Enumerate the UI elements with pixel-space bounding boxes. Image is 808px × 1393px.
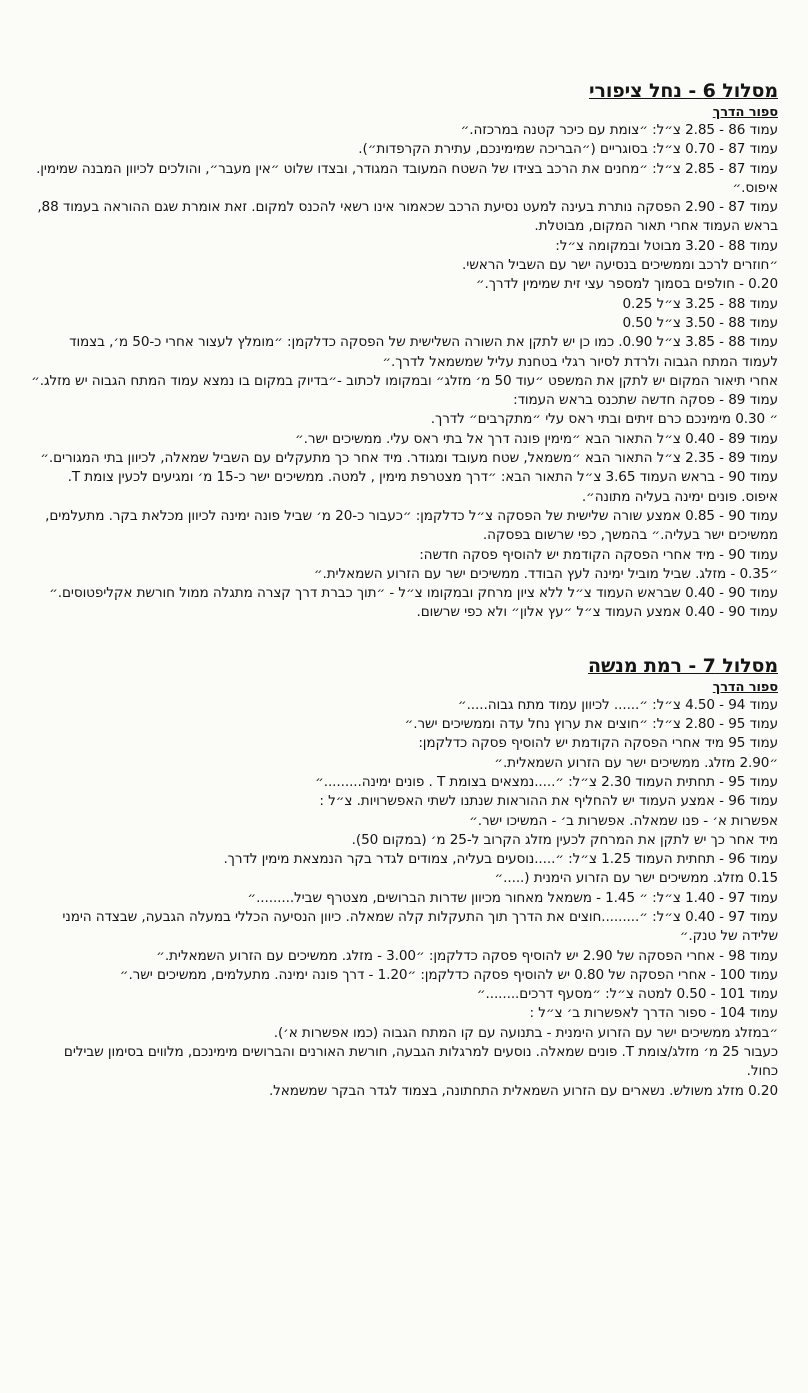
text-line: עמוד 88 - 3.20 מבוטל ובמקומה צ״ל:: [555, 237, 778, 254]
text-line: עמוד 88 - 3.85 צ״ל 0.90. כמו כן יש לתקן את השורה השלישית של הפסקה כדלקמן: ״מומלץ לעצור אחרי כ-50 מ׳, בצמוד לעמוד המתח הגבוה ולרדת לסיור רגלי בטחנת עליל שמשמאל לדרך.״: [69, 334, 778, 370]
errata-page: [30, 78, 778, 1101]
text-line: עמוד 98 - אחרי הפסקה של 2.90 יש להוסיף פסקה כדלקמן: ״3.00 - מזלג. ממשיכים עם הזרוע השמאלית.״: [156, 947, 778, 964]
text-line: עמוד 87 - 2.90 הפסקה נותרת בעינה למעט נסיעת הרכב שכאמור אינו רשאי להכנס למקום. זאת אומרת שגם ההוראה בעמוד 88, בראש העמוד אחרי תאור המקום, מבוטלת.: [37, 199, 778, 235]
text-line: 0.20 מזלג משולש. נשארים עם הזרוע השמאלית התחתונה, בצמוד לגדר הבקר שמשמאל.: [268, 1082, 778, 1099]
text-line: 0.20 - חולפים בסמוך למספר עצי זית שמימין לדרך.״: [475, 276, 778, 293]
text-line: עמוד 88 - 3.50 צ״ל 0.50: [622, 314, 778, 331]
text-line: עמוד 101 - 0.50 למטה צ״ל: ״מסעף דרכים........״: [476, 986, 778, 1003]
text-line: עמוד 88 - 3.25 צ״ל 0.25: [622, 295, 778, 312]
section-route-7: [30, 653, 778, 1101]
text-line: אפשרות א׳ - פנו שמאלה. אפשרות ב׳ - המשיכו ישר.״: [469, 812, 778, 829]
text-line: עמוד 89 - 2.35 צ״ל התאור הבא ״משמאל, שטח מעובד ומגודר. מיד אחר כך מתעקלים עם השביל שמאלה, לכיוון בתי המגורים.״: [40, 450, 778, 467]
text-line: 0.15 מזלג. ממשיכים ישר עם הזרוע הימנית (.....״: [494, 870, 778, 887]
text-line: עמוד 86 - 2.85 צ״ל: ״צומת עם כיכר קטנה במרכזה.״: [460, 122, 778, 138]
text-line: עמוד 97 - 1.40 צ״ל: ״ 1.45 - משמאל מאחור מכיוון שדרות הברושים, מצטרף שביל.........״: [247, 889, 778, 906]
text-line: עמוד 104 - ספור הדרך לאפשרות ב׳ צ״ל :: [529, 1005, 778, 1022]
text-line: עמוד 87 - 2.85 צ״ל: ״מחנים את הרכב בצידו של השטח המעובד המגודר, ובצדו שלוט ״אין מעבר״, והולכים לכיוון המבנה שמימין. איפוס.״: [36, 160, 778, 196]
text-line: אחרי תיאור המקום יש לתקן את המשפט ״עוד 50 מ׳ מזלג״ ובמקומו לכתוב -״בדיוק במקום בו נמצא עמוד המתח הגבוה יש מזלג.״: [31, 372, 778, 389]
text-line: עמוד 90 - בראש העמוד 3.65 צ״ל התאור הבא: ״דרך מצטרפת מימין , למטה. ממשיכים ישר כ-15 מ׳ ומגיעים לכעין צומת T. איפוס. פונים ימינה בעליה מתונה״.: [67, 469, 778, 505]
text-line: עמוד 95 מיד אחרי הפסקה הקודמת יש להוסיף פסקה כדלקמן:: [418, 735, 778, 752]
section-title: מסלול 7 - רמת מנשה: [588, 654, 778, 677]
text-line: עמוד 90 - 0.85 אמצע שורה שלישית של הפסקה צ״ל כדלקמן: ״כעבור כ-20 מ׳ שביל פונה ימינה לכיוון מכלאת בקר. מתעלמים, ממשיכים ישר בעליה.״ בהמשך, כפי שרשום בפסקה.: [45, 507, 778, 544]
section-route-6: [30, 78, 778, 623]
text-line: ״במזלג ממשיכים ישר עם הזרוע הימנית - בתנועה עם קו המתח הגבוה (כמו אפשרות א׳).: [273, 1024, 778, 1041]
text-line: עמוד 89 - 0.40 צ״ל התאור הבא ״מימין פונה דרך אל בתי ראס עלי. ממשיכים ישר.״: [294, 430, 778, 447]
section-gap: [30, 623, 778, 653]
text-line: עמוד 95 - 2.80 צ״ל: ״חוצים את ערוץ נחל עדה וממשיכים ישר.״: [404, 716, 778, 733]
text-line: ״חוזרים לרכב וממשיכים בנסיעה ישר עם השביל הראשי.: [462, 257, 778, 274]
section-subtitle: ספור הדרך: [712, 679, 778, 695]
text-line: ״2.90 מזלג. ממשיכים ישר עם הזרוע השמאלית.״: [494, 754, 778, 771]
text-line: עמוד 96 - תחתית העמוד 1.25 צ״ל: ״.....נוסעים בעליה, צמודים לגדר בקר הנמצאת מימין לדרך.: [223, 851, 778, 868]
text-line: מיד אחר כך יש לתקן את המרחק לכעין מזלג הקרוב ל-25 מ׳ (במקום 50).: [351, 831, 778, 848]
text-line: עמוד 97 - 0.40 צ״ל: ״.........חוצים את הדרך תוך התעקלות קלה שמאלה. כיוון הנסיעה הכללי במעלה הגבעה, שבצדה הימני שלידה של טנק.״: [62, 908, 778, 945]
text-line: עמוד 89 - פסקה חדשה שתכנס בראש העמוד:: [513, 392, 778, 409]
text-line: עמוד 90 - 0.40 שבראש העמוד צ״ל ללא ציון מרחק ובמקומו צ״ל - ״תוך כברת דרך קצרה מתגלה ממול חורשת אקליפטוסים.״: [49, 585, 778, 602]
text-line: עמוד 100 - אחרי הפסקה של 0.80 יש להוסיף פסקה כדלקמן: ״1.20 - דרך פונה ימינה. מתעלמים, ממשיכים ישר.״: [119, 966, 778, 983]
section-subtitle: ספור הדרך: [712, 105, 778, 120]
text-line: ״ 0.30 מימינכם כרם זיתים ובתי ראס עלי ״מתקרבים״ לדרך.: [430, 411, 778, 428]
text-line: עמוד 90 - 0.40 אמצע העמוד צ״ל ״עץ אלון״ ולא כפי שרשום.: [416, 604, 778, 621]
text-line: עמוד 90 - מיד אחרי הפסקה הקודמת יש להוסיף פסקה חדשה:: [419, 546, 778, 563]
text-line: ״0.35 - מזלג. שביל מוביל ימינה לעץ הבודד. ממשיכים ישר עם הזרוע השמאלית.״: [313, 565, 778, 582]
text-line: עמוד 95 - תחתית העמוד 2.30 צ״ל: ״.....נמצאים בצומת T . פונים ימינה.........״: [315, 773, 778, 790]
section-title: מסלול 6 - נחל ציפורי: [589, 80, 778, 102]
text-line: עמוד 87 - 0.70 צ״ל: בסוגריים (״הבריכה שמימינכם, עתירת הקרפדות״).: [358, 141, 778, 158]
text-line: כעבור 25 מ׳ מזלג/צומת T. פונים שמאלה. נוסעים למרגלות הגבעה, חורשת האורנים והברושים מימינכם, מלווים בסימון שבילים כחול.: [63, 1044, 778, 1080]
text-line: עמוד 96 - אמצע העמוד יש להחליף את ההוראות שנתנו לשתי האפשרויות. צ״ל :: [319, 793, 778, 810]
text-line: עמוד 94 - 4.50 צ״ל: ״...... לכיוון עמוד מתח גבוה.....״: [457, 696, 778, 713]
